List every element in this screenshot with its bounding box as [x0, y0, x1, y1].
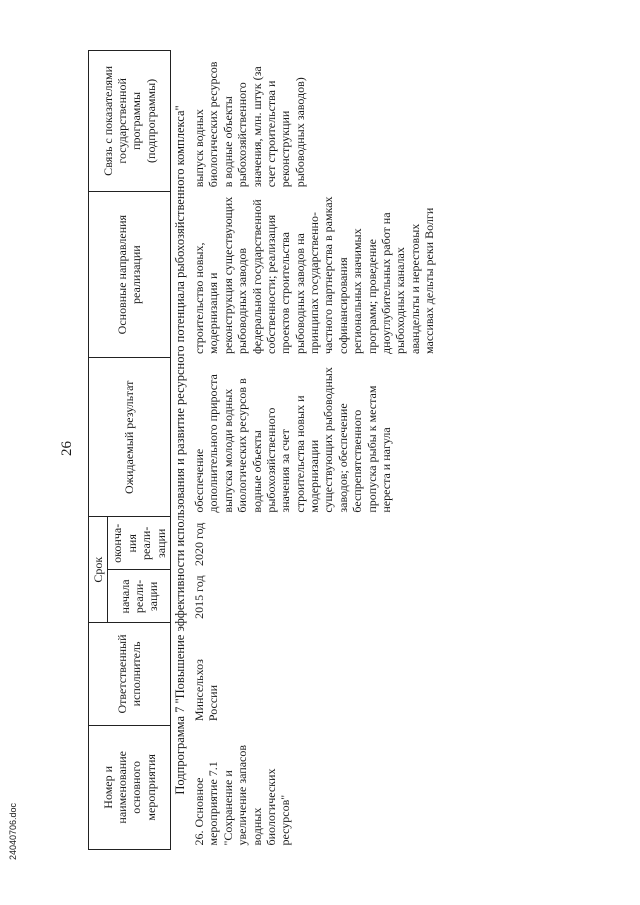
header-period-start: начала реали-зации — [108, 570, 171, 623]
header-executor: Ответственный исполнитель — [89, 623, 171, 725]
page-number: 26 — [59, 441, 75, 456]
cell-start: 2015 год — [191, 575, 206, 619]
document-code: 24040706.doc — [8, 802, 18, 860]
subprogram-title: Подпрограмма 7 "Повышение эффективности использования и развитие ресурсного потенциала рыбохозяйственного комплекса" — [172, 105, 187, 795]
rotated-landscape-content — [88, 50, 640, 850]
cell-number-name: 26. Основное мероприятие 7.1 "Сохранение и увеличение запасов водных биологических ресурсов" — [191, 744, 293, 846]
header-link: Связь с показателями государственной программы (подпрограммы) — [89, 51, 171, 192]
cell-result: обеспечение дополнительного прироста выпуска молоди водных биологических ресурсов в водные объекты рыбохозяйственного значения за счет строительства новых и модернизации существующих рыбоводных заводов; обеспечение беспрепятственного пропуска рыбы к местам нереста и нагула — [191, 367, 394, 513]
header-result: Ожидаемый результат — [89, 358, 171, 517]
cell-directions: строительство новых, модернизация и реконструкция существующих рыбоводных заводов федеральной государственной собственности; реализация проектов строительства рыбоводных заводов на принципах государственно-частного партнерства в рамках софинансирования региональных значимых программ; проведение дноуглубительных работ на рыбоходных каналах авандельты и нерестовых массивах дельты реки Волги — [191, 196, 437, 354]
header-directions: Основные направления реализации — [89, 191, 171, 358]
header-period: Срок — [89, 517, 108, 623]
cell-link: выпуск водных биологических ресурсов в водные объекты рыбохозяйственного значения, млн. штук (за счет строительства и реконструкции рыбоводных заводов) — [191, 61, 307, 188]
cell-end: 2020 год — [191, 522, 206, 566]
header-number-name: Номер и наименование основного мероприятия — [89, 725, 171, 849]
cell-executor: Минсельхоз России — [191, 659, 221, 722]
program-table — [88, 50, 439, 850]
table-row — [190, 51, 439, 850]
header-period-end: оконча-ния реали-зации — [108, 517, 171, 570]
